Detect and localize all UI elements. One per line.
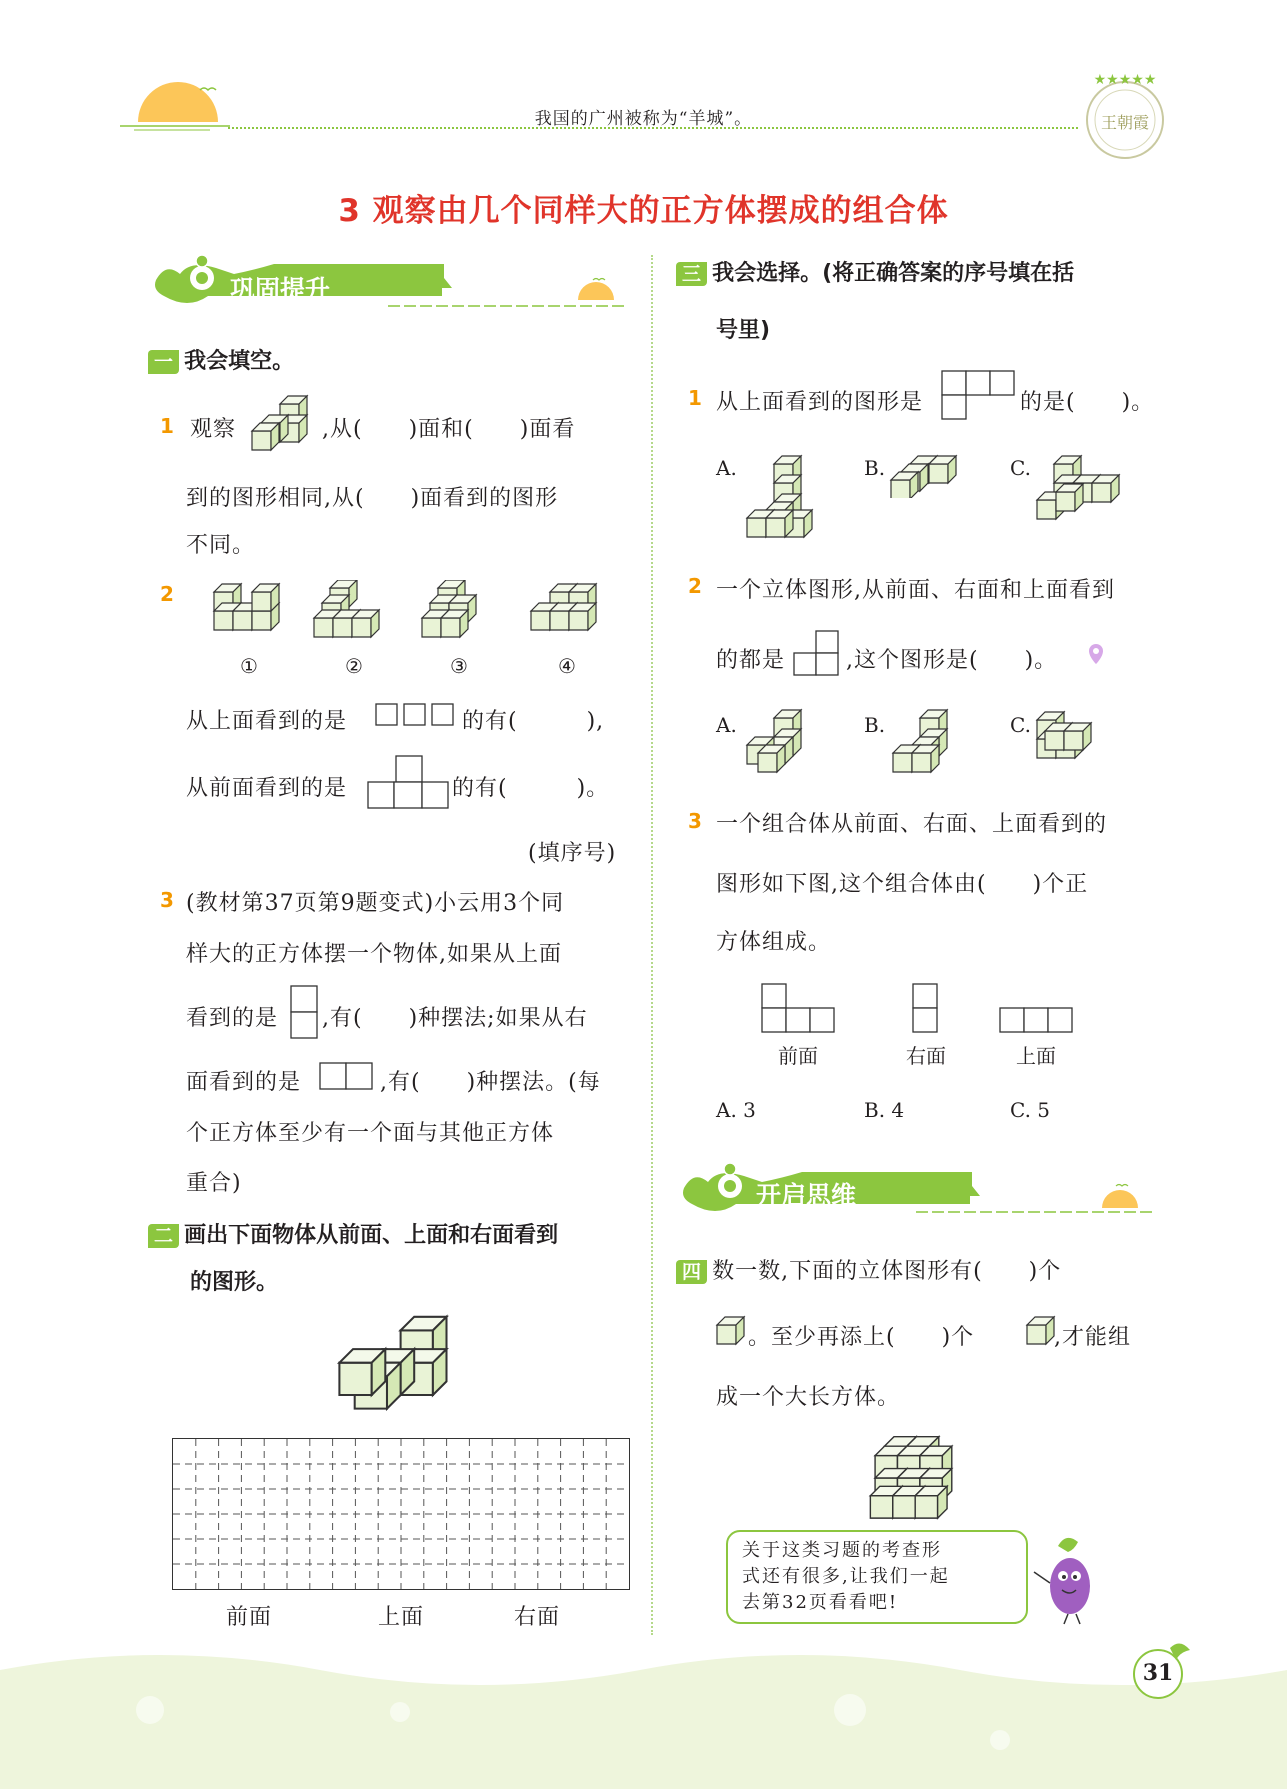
small-cube-icon: [714, 1314, 748, 1348]
s3q3-right-view: [910, 980, 942, 1036]
sec4-line3: 成一个大长方体。: [716, 1385, 901, 1410]
sec2-tag: 二: [148, 1224, 179, 1248]
s3q1-figure-b: [888, 454, 958, 498]
s3q1-number: 1: [688, 386, 702, 410]
s3q2-line2b: ,这个图形是( )。: [846, 648, 1058, 673]
q2-figures: [210, 580, 630, 642]
s3q3-top-view: [998, 1004, 1078, 1036]
s3q3-front-view: [760, 980, 840, 1036]
q2-top-view-shape: [374, 700, 460, 730]
q3-line4b: ,有( )种摆法。(每: [380, 1070, 601, 1095]
s3q2-line2a: 的都是: [716, 648, 786, 673]
grid-label-top: 上面: [378, 1605, 425, 1630]
q3-line2: 样大的正方体摆一个物体,如果从上面: [186, 942, 562, 967]
banner-thinking-label: 开启思维: [756, 1181, 857, 1210]
banner-consolidate: [148, 252, 628, 312]
sec3-heading: [676, 256, 1074, 287]
s3q3-option-b[interactable]: B. 4: [864, 1098, 905, 1122]
sec4-heading: [676, 1254, 1061, 1285]
s3q1-figure-c: [1034, 454, 1134, 526]
q1-cube-figure: [250, 392, 316, 458]
sec1-tag: 一: [148, 350, 179, 374]
fish-banner-icon-2: [676, 1160, 1156, 1220]
s3q2-option-c[interactable]: C.: [1010, 713, 1031, 737]
q3-line3a: 看到的是: [186, 1006, 279, 1031]
s3q3-number: 3: [688, 809, 702, 833]
small-cube-icon-2: [1024, 1314, 1058, 1348]
grid-label-right: 右面: [514, 1605, 561, 1630]
s3q2-line1: 一个立体图形,从前面、右面和上面看到: [716, 578, 1115, 603]
s3q1-line-b: 的是( )。: [1020, 390, 1155, 415]
q3-line4a: 面看到的是: [186, 1070, 302, 1095]
sec3-line1: 我会选择。(将正确答案的序号填在括: [712, 261, 1075, 286]
s3q2-figure-a: [744, 708, 810, 774]
q2-line1a: 从上面看到的是: [186, 709, 348, 734]
q2-label-2: ②: [345, 654, 363, 678]
q2-note: (填序号): [528, 841, 617, 866]
hint-bubble: [726, 1530, 1028, 1624]
s3q1-shape: [940, 368, 1018, 424]
s3q3-option-a[interactable]: A. 3: [716, 1098, 756, 1122]
q2-line1b: 的有( ),: [462, 709, 605, 734]
s3q2-number: 2: [688, 574, 702, 598]
banner-thinking: [676, 1160, 1156, 1220]
sec2-line1: 画出下面物体从前面、上面和右面看到: [184, 1223, 559, 1248]
q2-label-1: ①: [240, 654, 258, 678]
s3q3-line3: 方体组成。: [716, 930, 832, 955]
q3-top-view-shape: [288, 982, 322, 1042]
sec4-line1: 数一数,下面的立体图形有( )个: [712, 1259, 1062, 1284]
sec4-tag: 四: [676, 1260, 707, 1284]
s3q1-option-b[interactable]: B.: [864, 456, 886, 480]
sec2-cube-figure: [336, 1310, 466, 1420]
fish-banner-icon: [148, 252, 628, 312]
q2-figure-3: [422, 580, 476, 637]
page-title: 3 观察由几个同样大的正方体摆成的组合体: [338, 193, 949, 229]
q3-right-view-shape: [318, 1060, 378, 1094]
q1-line2: 到的图形相同,从( )面看到的图形: [186, 486, 559, 511]
q3-line1: (教材第37页第9题变式)小云用3个同: [186, 891, 565, 916]
sec4-cube-figure: [868, 1432, 960, 1522]
hint-line-1: 关于这类习题的考查形: [742, 1540, 942, 1561]
s3q2-figure-c: [1034, 708, 1100, 774]
s3q1-option-c[interactable]: C.: [1010, 456, 1031, 480]
q3-number: 3: [160, 888, 174, 912]
s3q1-figure-a: [744, 454, 830, 540]
q2-line2b: 的有( )。: [452, 776, 610, 801]
brand-logo: [1080, 70, 1170, 160]
s3q1-line-a: 从上面看到的图形是: [716, 390, 924, 415]
location-pin-icon: [1086, 642, 1106, 668]
s3q2-shape: [792, 628, 844, 680]
q3-line6: 重合): [186, 1171, 242, 1196]
column-divider: [651, 255, 653, 1635]
svg-text:王朝霞: 王朝霞: [1100, 113, 1150, 132]
q1-number: 1: [160, 414, 174, 438]
q3-line3b: ,有( )种摆法;如果从右: [322, 1006, 588, 1031]
q2-figure-1: [214, 584, 279, 630]
sec3-line2: 号里): [716, 318, 771, 343]
sec3-tag: 三: [676, 262, 707, 286]
q2-line2a: 从前面看到的是: [186, 776, 348, 801]
header-note: 我国的广州被称为“羊城”。: [534, 109, 753, 129]
s3q3-line1: 一个组合体从前面、右面、上面看到的: [716, 812, 1108, 837]
sec2-line2: 的图形。: [190, 1270, 279, 1295]
q2-number: 2: [160, 582, 174, 606]
q2-figure-2: [314, 580, 379, 637]
hint-line-3: 去第32页看看吧!: [742, 1592, 899, 1613]
sec2-heading: [148, 1218, 558, 1249]
q1-line1b: ,从( )面和( )面看: [322, 417, 576, 442]
q2-front-view-shape: [366, 752, 452, 814]
s3q3-line2: 图形如下图,这个组合体由( )个正: [716, 872, 1089, 897]
sec1-heading: [148, 344, 294, 375]
q2-figure-4: [531, 584, 596, 630]
q1-line1a: 观察: [190, 417, 237, 442]
s3q1-option-a[interactable]: A.: [716, 456, 737, 480]
s3q3-label-top: 上面: [1016, 1044, 1056, 1068]
s3q2-option-b[interactable]: B.: [864, 713, 886, 737]
sec4-line2a: 。至少再添上( )个: [748, 1325, 975, 1350]
q2-label-4: ④: [558, 654, 576, 678]
svg-text:★★★★★: ★★★★★: [1093, 72, 1157, 88]
q1-line3: 不同。: [186, 533, 256, 558]
grid-label-front: 前面: [226, 1605, 273, 1630]
sec4-line2b: ,才能组: [1054, 1325, 1131, 1350]
s3q3-option-c[interactable]: C. 5: [1010, 1098, 1051, 1122]
s3q2-figure-b: [888, 708, 954, 774]
s3q3-label-right: 右面: [906, 1044, 946, 1068]
page-number: 31: [1142, 1660, 1174, 1686]
footer-wave: [0, 1640, 1287, 1789]
q2-label-3: ③: [450, 654, 468, 678]
eggplant-mascot-icon: [1028, 1528, 1108, 1628]
banner-consolidate-label: 巩固提升: [230, 275, 331, 304]
q3-line5: 个正方体至少有一个面与其他正方体: [186, 1121, 555, 1146]
drawing-grid[interactable]: [172, 1438, 630, 1590]
sec1-label: 我会填空。: [184, 349, 295, 374]
s3q2-option-a[interactable]: A.: [716, 713, 737, 737]
s3q3-label-front: 前面: [778, 1044, 818, 1068]
hint-line-2: 式还有很多,让我们一起: [742, 1566, 950, 1587]
